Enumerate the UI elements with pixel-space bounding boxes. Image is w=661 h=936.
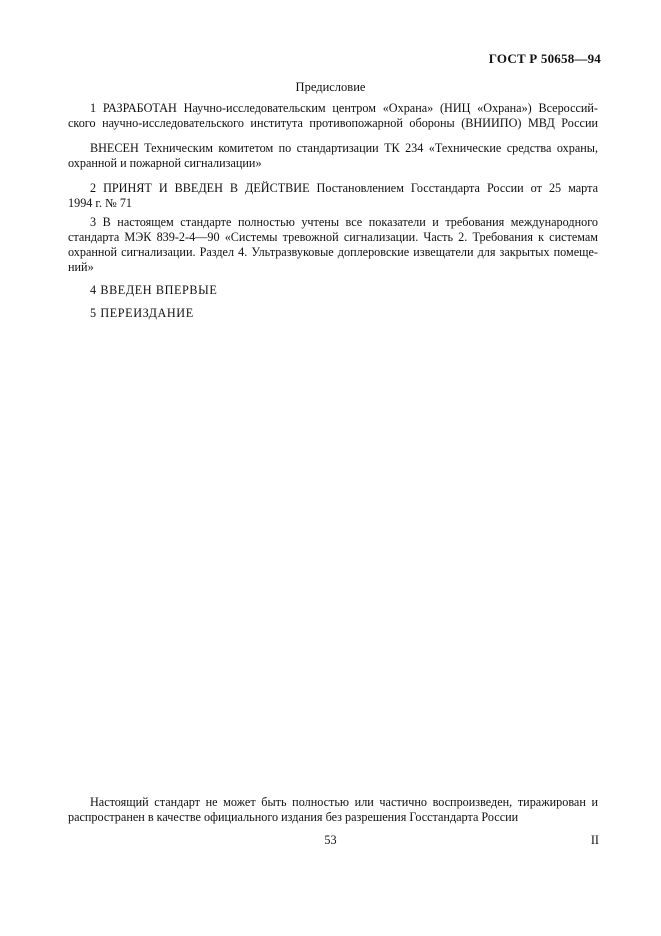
paragraph-line: 2 ПРИНЯТ И ВВЕДЕН В ДЕЙСТВИЕ Постановлением Госстандарта России от 25 марта (90, 181, 598, 195)
notice-line: распространен в качестве официального издания без разрешения Госстандарта России (68, 810, 519, 824)
copyright-notice (68, 795, 598, 825)
paragraph-line: охранной и пожарной сигнализации» (68, 156, 262, 170)
paragraph-line: 3 В настоящем стандарте полностью учтены все показатели и требования международного (90, 215, 598, 229)
paragraph-item-5 (90, 306, 598, 321)
paragraph-line: ВНЕСЕН Техническим комитетом по стандартизации ТК 234 «Технические средства охраны, (90, 141, 598, 155)
paragraph-line: охранной сигнализации. Раздел 4. Ультразвуковые доплеровские извещатели для закрытых помеще- (68, 245, 598, 259)
document-code: ГОСТ Р 50658—94 (488, 51, 601, 66)
paragraph-line: 5 ПЕРЕИЗДАНИЕ (90, 306, 194, 320)
paragraph-vnesen (68, 141, 598, 171)
notice-line: Настоящий стандарт не может быть полностью или частично воспроизведен, тиражирован и (90, 795, 598, 809)
paragraph-line: ний» (68, 260, 94, 274)
paragraph-line: 1994 г. № 71 (68, 196, 133, 210)
paragraph-line: 1 РАЗРАБОТАН Научно-исследовательским центром «Охрана» (НИЦ «Охрана») Всероссий- (90, 101, 598, 115)
page-number: 53 (324, 833, 337, 847)
paragraph-item-1 (68, 101, 598, 131)
roman-page-number: II (590, 833, 599, 847)
page-title: Предисловие (295, 80, 366, 94)
paragraph-item-3 (68, 215, 598, 275)
paragraph-line: стандарта МЭК 839-2-4—90 «Системы тревожной сигнализации. Часть 2. Требования к системам (68, 230, 598, 244)
paragraph-item-4 (90, 283, 598, 298)
paragraph-item-2 (68, 181, 598, 211)
paragraph-line: ского научно-исследовательского института противопожарной обороны (ВНИИПО) МВД России (68, 116, 598, 130)
paragraph-line: 4 ВВЕДЕН ВПЕРВЫЕ (90, 283, 218, 297)
